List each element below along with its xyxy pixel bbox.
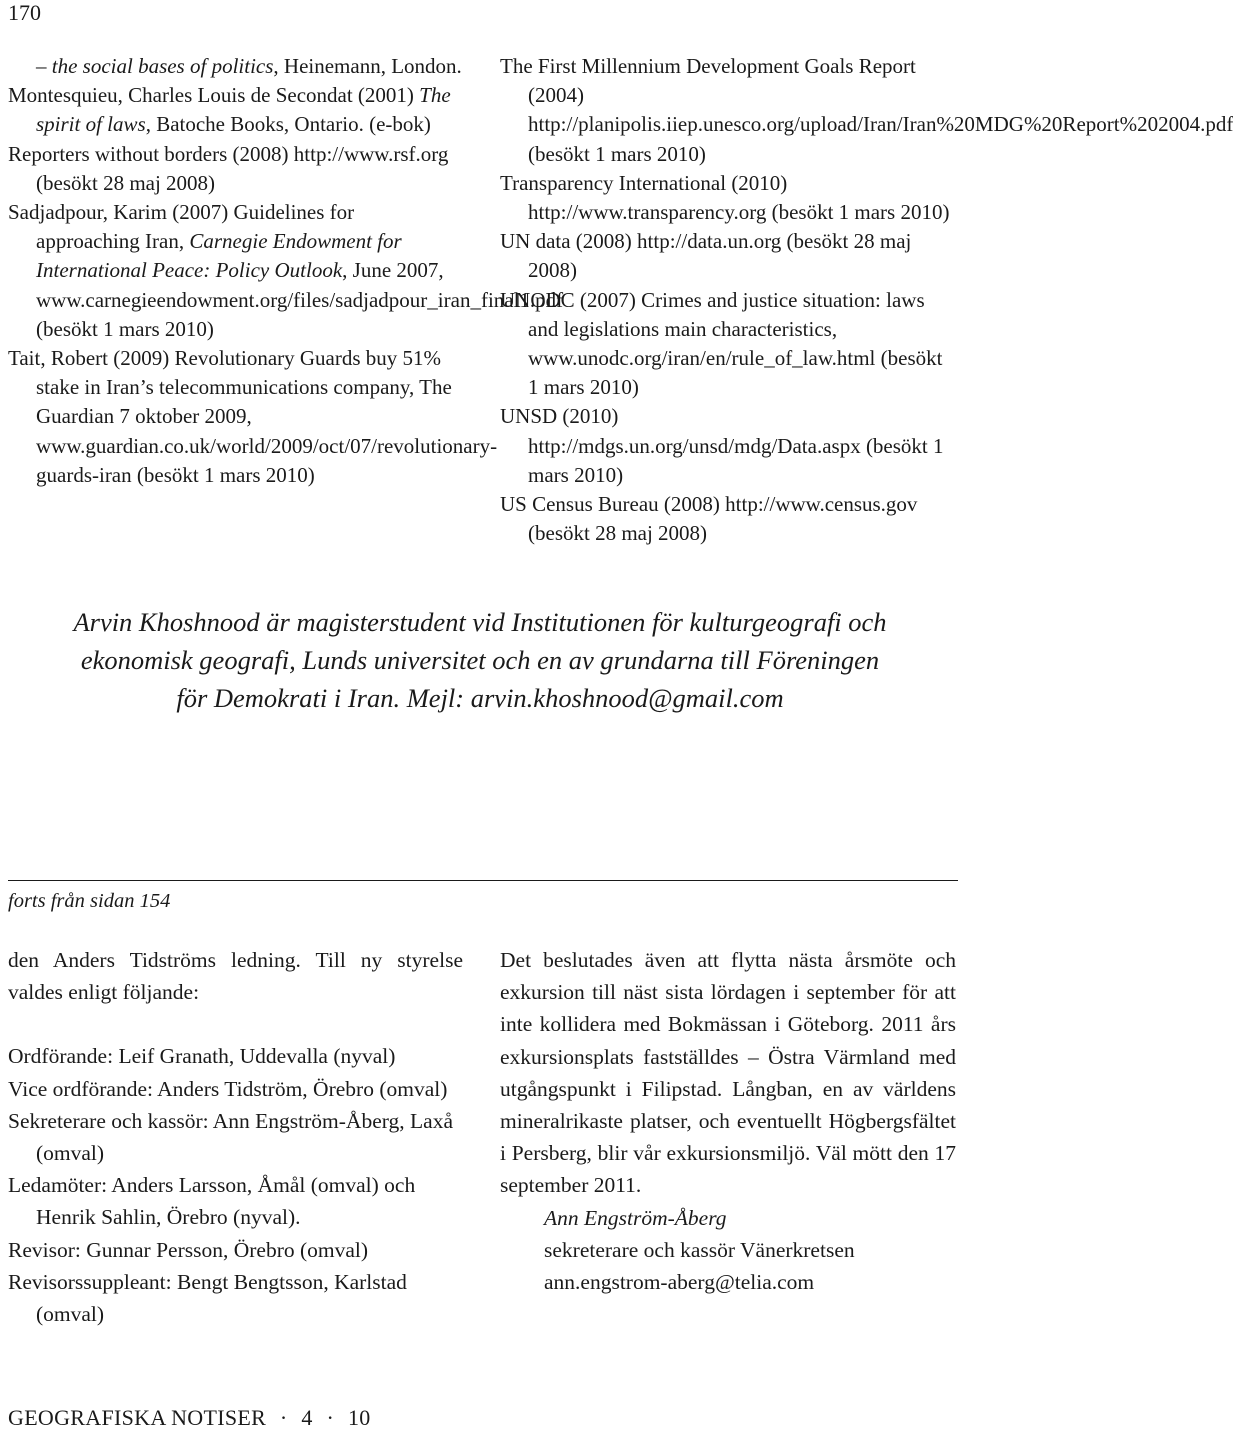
page-number: 170 — [8, 0, 41, 25]
continued-from-label: forts från sidan 154 — [8, 890, 171, 912]
reference-entry: Transparency International (2010) http://www.transparency.org (besökt 1 mars 2010) — [500, 170, 950, 225]
reference-entry — [8, 140, 463, 198]
section-divider — [8, 880, 958, 881]
left-body-column — [8, 944, 463, 1330]
publication-name: GEOGRAFISKA NOTISER — [8, 1405, 267, 1430]
page-footer — [8, 1405, 371, 1431]
right-body-column — [500, 944, 956, 1298]
footer-separator: · — [326, 1405, 335, 1430]
board-member-entry: Revisor: Gunnar Persson, Örebro (omval) — [8, 1237, 369, 1262]
author-note-line: för Demokrati i Iran. Mejl: arvin.khoshnood@gmail.com — [176, 683, 784, 713]
volume-number: 4 — [301, 1405, 313, 1430]
reference-entry — [8, 344, 498, 490]
board-member-entry: Revisorssuppleant: Bengt Bengtsson, Karlstad (omval) — [8, 1269, 407, 1327]
reference-entry: UNSD (2010) http://mdgs.un.org/unsd/mdg/Data.aspx (besökt 1 mars 2010) — [500, 404, 944, 487]
footer-separator: · — [279, 1405, 288, 1430]
board-member-entry: Sekreterare och kassör: Ann Engström-Åberg, Laxå (omval) — [8, 1108, 453, 1166]
reference-text: Reporters without borders (2008) http://www.rsf.org (besökt 28 maj 2008) — [8, 141, 449, 195]
author-note-line: Arvin Khoshnood är magisterstudent vid Institutionen för kulturgeografi och — [73, 607, 887, 637]
reference-text: Montesquieu, Charles Louis de Secondat (2001) — [8, 83, 420, 108]
reference-text: , June 2007, www.carnegieendowment.org/files/sadjadpour_iran_final1.pdf (besökt 1 mars 2010) — [36, 258, 564, 341]
reference-text: , Batoche Books, Ontario. (e-bok) — [145, 112, 431, 137]
author-note — [0, 603, 960, 717]
signature-email: ann.engstrom-aberg@telia.com — [544, 1270, 815, 1295]
reference-title: The spirit of laws — [36, 83, 451, 137]
body-paragraph: Det beslutades även att flytta nästa årsmöte och exkursion till näst sista lördagen i september för att inte kollidera med Bokmässan i Göteborg. 2011 års exkursionsplats fastställdes – Östra Värmland med utgångspunkt i Filipstad. Långban, en av världens mineralrikaste platser, och eventuellt Högbergsfältet i Persberg, blir vår exkursionsmiljö. Väl mött den 17 september 2011. — [500, 948, 956, 1198]
reference-entry: UN data (2008) http://data.un.org (besökt 28 maj 2008) — [500, 229, 912, 283]
reference-text: – — [36, 54, 52, 78]
right-reference-column — [500, 52, 1233, 548]
reference-entry: UNODC (2007) Crimes and justice situation: laws and legislations main characteristics, www.unodc.org/iran/en/rule_of_law.html (besökt 1 mars 2010) — [500, 287, 943, 400]
board-member-entry: Ledamöter: Anders Larsson, Åmål (omval) och Henrik Sahlin, Örebro (nyval). — [8, 1173, 416, 1230]
board-member-entry: Ordförande: Leif Granath, Uddevalla (nyval) — [8, 1044, 396, 1069]
reference-entry: US Census Bureau (2008) http://www.census.gov (besökt 28 maj 2008) — [500, 492, 918, 546]
signature-role: sekreterare och kassör Vänerkretsen — [544, 1237, 855, 1262]
paragraph-gap — [8, 1008, 463, 1040]
signature-name: Ann Engström-Åberg — [544, 1205, 727, 1230]
reference-entry: The First Millennium Development Goals Report (2004) http://planipolis.iiep.unesco.org/upload/Iran/Iran%20MDG%20Report%202004.pdf (besökt 1 mars 2010) — [500, 54, 1233, 166]
reference-text: Sadjadpour, Karim (2007) Guidelines for approaching Iran, — [8, 200, 355, 254]
reference-title: the social bases of politics — [51, 54, 274, 78]
reference-entry — [8, 52, 463, 81]
intro-paragraph: den Anders Tidströms ledning. Till ny styrelse valdes enligt följande: — [8, 948, 463, 1005]
left-reference-column — [8, 52, 564, 490]
signature-block — [500, 1202, 956, 1299]
reference-entry — [8, 81, 463, 139]
reference-title: Carnegie Endowment for International Peace: Policy Outlook — [36, 229, 402, 283]
reference-entry — [8, 198, 564, 344]
board-list — [8, 1040, 463, 1330]
reference-text: , Heinemann, London. — [273, 54, 462, 78]
board-member-entry: Vice ordförande: Anders Tidström, Örebro (omval) — [8, 1076, 448, 1101]
reference-text: Tait, Robert (2009) Revolutionary Guards buy 51% stake in Iran’s telecommunications company, The Guardian 7 oktober 2009, www.guardian.co.uk/world/2009/oct/07/revolutionary-guards-iran (besökt 1 mars 2010) — [8, 346, 498, 487]
author-note-line: ekonomisk geografi, Lunds universitet och en av grundarna till Föreningen — [80, 645, 880, 675]
year-number: 10 — [347, 1405, 371, 1430]
